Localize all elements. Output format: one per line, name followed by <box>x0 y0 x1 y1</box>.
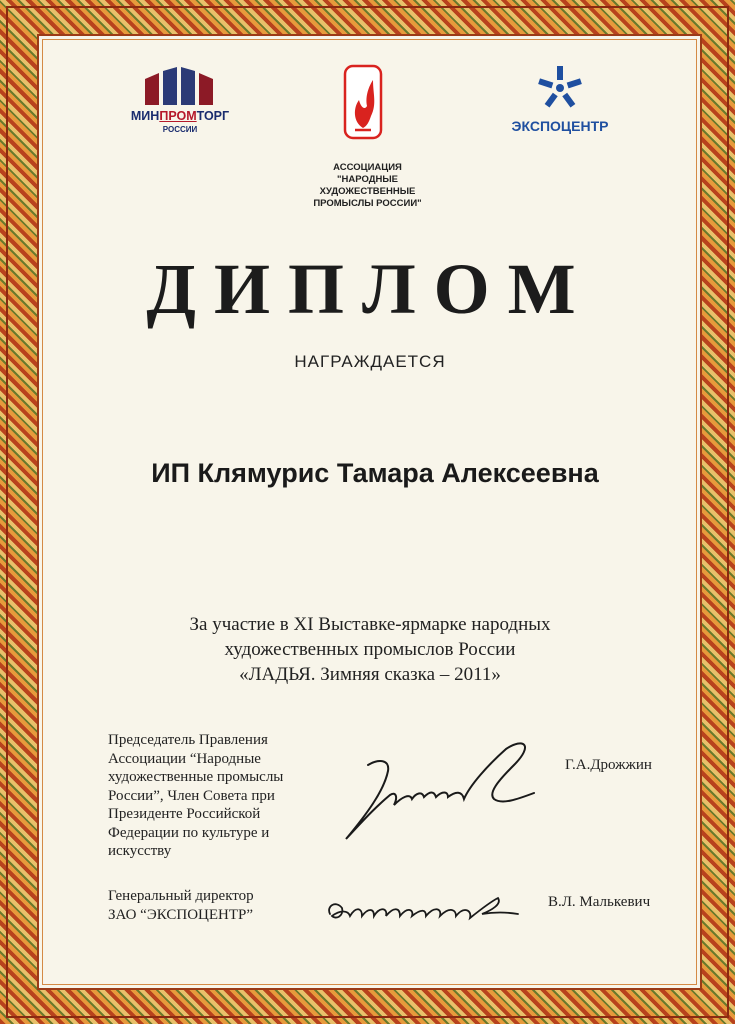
minpromtorg-name-part1: МИН <box>130 109 160 123</box>
signatory-title-line: Президенте Российской <box>108 806 261 822</box>
minpromtorg-name-part2: ПРОМ <box>159 109 197 123</box>
association-line: АССОЦИАЦИЯ <box>333 162 402 173</box>
diploma-title: ДИПЛОМ <box>146 249 594 329</box>
award-reason <box>120 612 620 687</box>
expocentre-logo <box>490 64 630 140</box>
minpromtorg-emblem-icon <box>115 65 245 109</box>
association-line: ХУДОЖЕСТВЕННЫЕ <box>319 186 416 197</box>
signature-2 <box>322 888 522 928</box>
signatory-title-line: художественные промыслы <box>108 769 284 785</box>
minpromtorg-name-part3: ТОРГ <box>196 109 230 123</box>
association-line: "НАРОДНЫЕ <box>337 174 398 185</box>
signatory-1-title <box>108 731 328 861</box>
signatory-title-line: ЗАО “ЭКСПОЦЕНТР” <box>108 906 254 923</box>
association-name <box>240 162 495 210</box>
signatory-2-title <box>108 887 308 924</box>
signatory-title-line: Генеральный директор <box>108 888 254 904</box>
expocentre-name: ЭКСПОЦЕНТР <box>511 118 609 134</box>
signature-1 <box>338 735 548 845</box>
minpromtorg-logo <box>115 65 245 137</box>
signatory-2-name: В.Л. Малькевич <box>548 894 651 910</box>
association-line: ПРОМЫСЛЫ РОССИИ" <box>313 198 422 209</box>
minpromtorg-name <box>115 109 245 123</box>
signatory-title-line: России”, Член Совета при <box>108 787 275 804</box>
reason-line: За участие в XI Выставке-ярмарке народных <box>189 614 551 635</box>
signatory-1-name: Г.А.Дрожжин <box>565 757 652 773</box>
association-emblem <box>343 64 383 140</box>
minpromtorg-subtitle: РОССИИ <box>162 125 198 134</box>
signatory-title-line: Федерации по культуре и <box>108 824 270 841</box>
recipient-name: ИП Клямурис Тамара Алексеевна <box>151 458 599 488</box>
reason-line: художественных промыслов России <box>224 639 516 660</box>
signatory-title-line: искусству <box>108 843 172 859</box>
signatory-title-line: Ассоциации “Народные <box>108 750 261 767</box>
awarded-label: НАГРАЖДАЕТСЯ <box>294 352 446 371</box>
flame-icon <box>343 64 383 140</box>
reason-line: «ЛАДЬЯ. Зимняя сказка – 2011» <box>239 664 501 685</box>
signatory-title-line: Председатель Правления <box>108 732 268 748</box>
star-icon <box>490 64 630 116</box>
